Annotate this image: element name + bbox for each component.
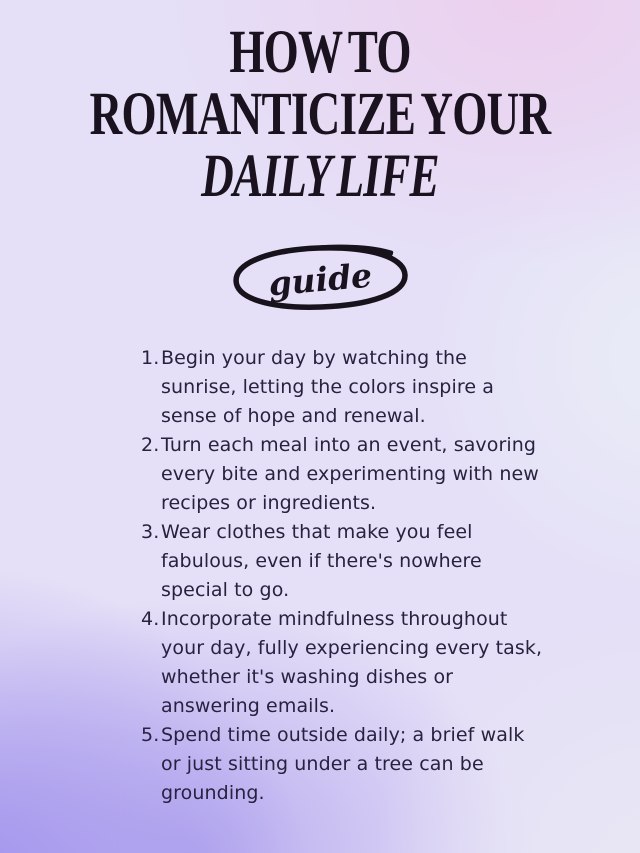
list-item-text: Incorporate mindfulness throughout your day, fully experiencing every task, whether it's washing dishes or answering emails. xyxy=(161,608,543,717)
list-item-text: Begin your day by watching the sunrise, letting the colors inspire a sense of hope and renewal. xyxy=(161,347,494,427)
list-item xyxy=(141,344,547,431)
list-item-text: Spend time outside daily; a brief walk or just sitting under a tree can be grounding. xyxy=(161,724,525,804)
list-item-number: 5. xyxy=(141,724,160,746)
title-line-3: DAILY LIFE xyxy=(201,143,439,210)
title-line-2: ROMANTICIZE YOUR xyxy=(89,81,551,148)
list-item xyxy=(141,721,547,808)
guide-badge-label: guide xyxy=(266,255,374,303)
list-item-text: Wear clothes that make you feel fabulous, even if there's nowhere special to go. xyxy=(161,521,482,601)
list-item-number: 1. xyxy=(141,347,160,369)
list-item xyxy=(141,518,547,605)
guide-badge xyxy=(225,240,415,314)
list-item xyxy=(141,431,547,518)
title-line-1: HOW TO xyxy=(229,19,411,86)
list-item-number: 4. xyxy=(141,608,160,630)
list-item xyxy=(141,605,547,721)
page-title xyxy=(0,19,640,210)
tips-list xyxy=(141,344,547,808)
list-item-number: 3. xyxy=(141,521,160,543)
list-item-number: 2. xyxy=(141,434,160,456)
list-item-text: Turn each meal into an event, savoring every bite and experimenting with new recipes or ingredients. xyxy=(161,434,539,514)
